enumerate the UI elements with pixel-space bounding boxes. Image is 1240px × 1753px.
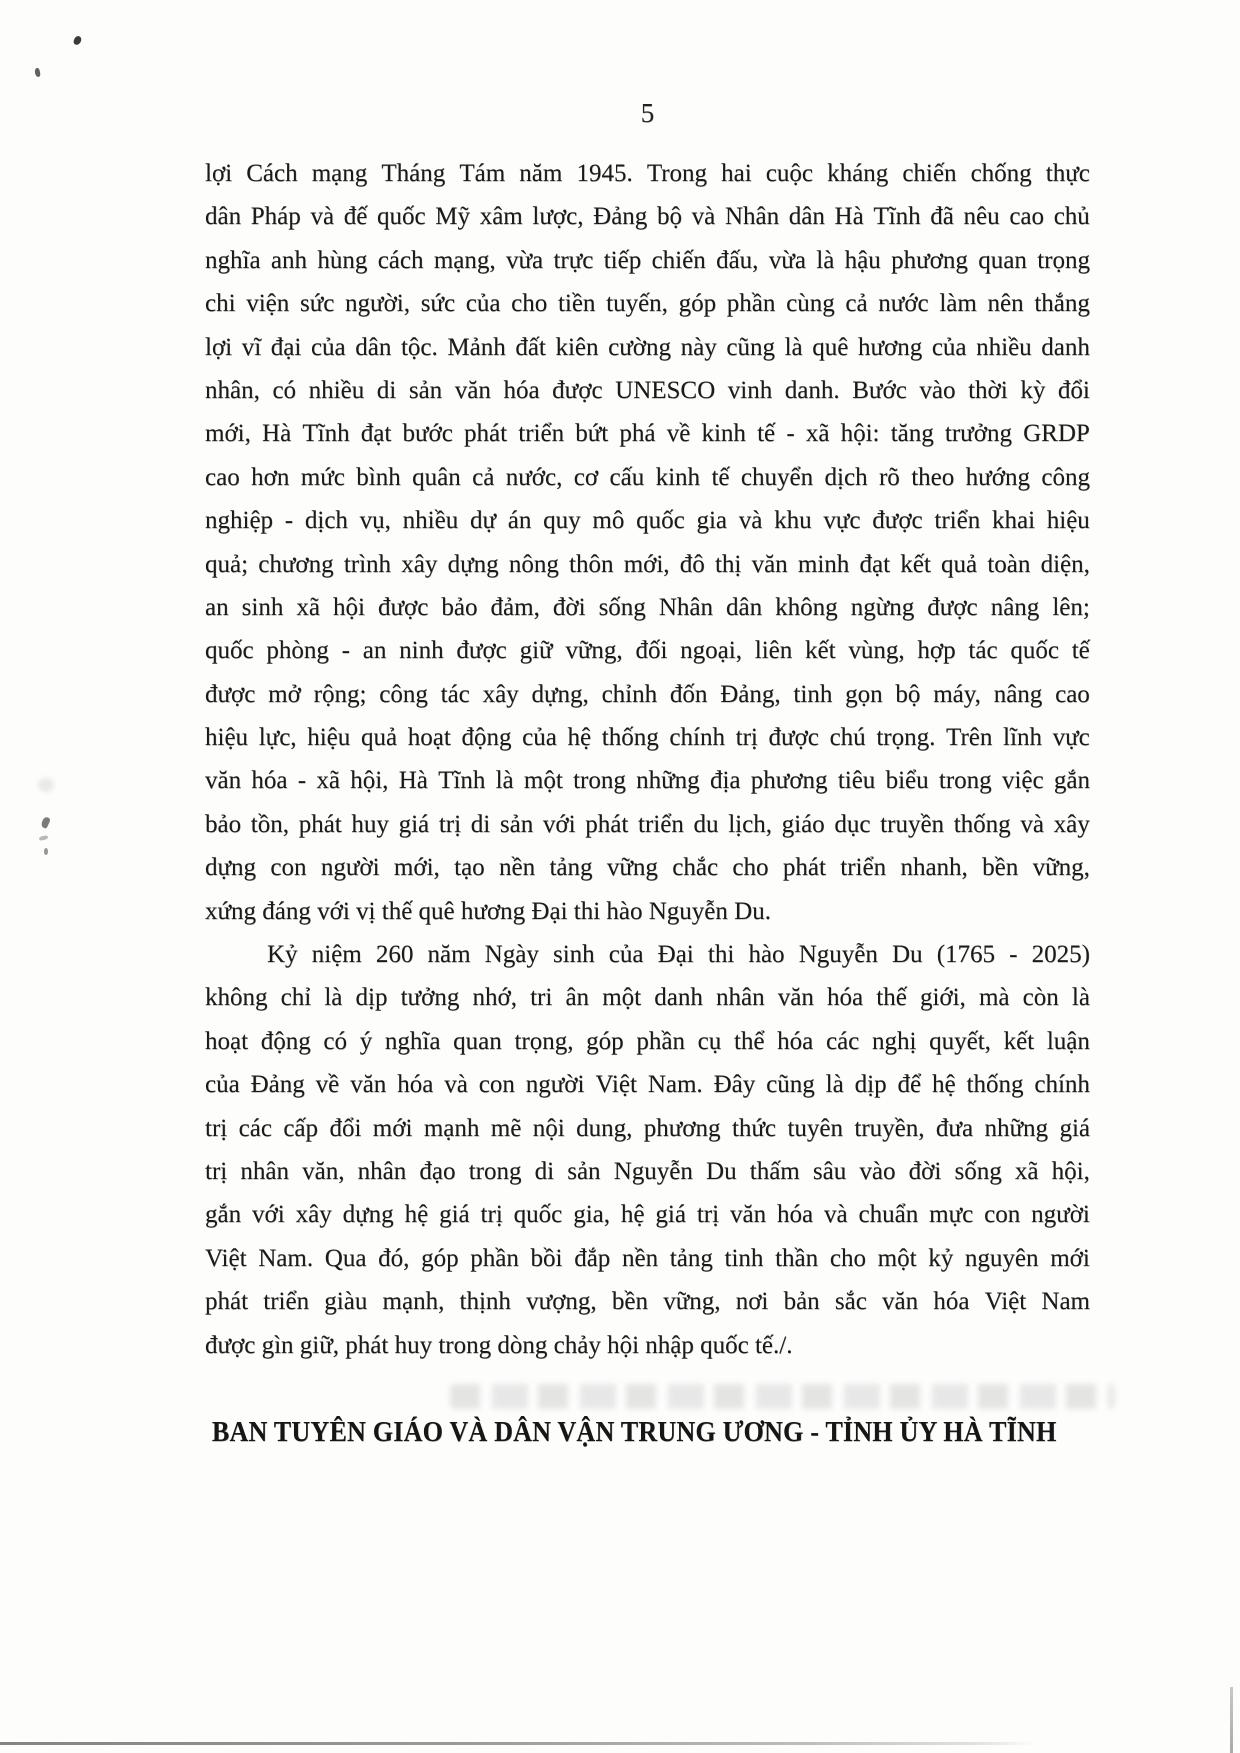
text-line: cao hơn mức bình quân cả nước, cơ cấu kinh tế chuyển dịch rõ theo hướng công [205,463,1090,491]
text-line: được mở rộng; công tác xây dựng, chỉnh đốn Đảng, tinh gọn bộ máy, nâng cao [205,680,1090,708]
text-line: trị các cấp đổi mới mạnh mẽ nội dung, phương thức tuyên truyền, đưa những giá [205,1114,1090,1142]
text-line: không chỉ là dịp tưởng nhớ, tri ân một danh nhân văn hóa thế giới, mà còn là [205,984,1090,1012]
text-line: lợi vĩ đại của dân tộc. Mảnh đất kiên cường này cũng là quê hương của nhiều danh [205,333,1090,361]
text-line: quốc phòng - an ninh được giữ vững, đối ngoại, liên kết vùng, hợp tác quốc tế [205,637,1090,665]
footer-signature [165,1416,1085,1449]
scan-edge-line-bottom [0,1742,1035,1745]
text-line: quả; chương trình xây dựng nông thôn mới, đô thị văn minh đạt kết quả toàn diện, [205,550,1090,578]
margin-mark [40,816,51,829]
text-line: an sinh xã hội được bảo đảm, đời sống Nhân dân không ngừng được nâng lên; [205,593,1090,621]
margin-mark [44,848,48,855]
text-line: văn hóa - xã hội, Hà Tĩnh là một trong những địa phương tiêu biểu trong việc gắn [205,767,1090,795]
scan-speck [73,35,82,46]
text-line: chi viện sức người, sức của cho tiền tuyến, góp phần cùng cả nước làm nên thắng [205,290,1090,318]
scan-smudge [38,778,54,792]
page-number: 5 [640,98,655,128]
text-line: trị nhân văn, nhân đạo trong di sản Nguyễn Du thấm sâu vào đời sống xã hội, [205,1157,1090,1185]
ink-bleed-through [450,1384,1115,1409]
footer-signature-text: BAN TUYÊN GIÁO VÀ DÂN VẬN TRUNG ƯƠNG - TỈNH ỦY HÀ TĨNH [211,1416,1057,1448]
text-line: gắn với xây dựng hệ giá trị quốc gia, hệ giá trị văn hóa và chuẩn mực con người [205,1201,1090,1229]
document-body-text [205,152,1090,1367]
scan-speck [34,68,41,78]
text-line: nhân, có nhiều di sản văn hóa được UNESCO vinh danh. Bước vào thời kỳ đổi [205,376,1090,404]
margin-mark [39,835,49,841]
text-line: hoạt động có ý nghĩa quan trọng, góp phần cụ thể hóa các nghị quyết, kết luận [205,1027,1090,1055]
text-line: Việt Nam. Qua đó, góp phần bồi đắp nền tảng tinh thần cho một kỷ nguyên mới [205,1244,1090,1272]
text-line: mới, Hà Tĩnh đạt bước phát triển bứt phá về kinh tế - xã hội: tăng trưởng GRDP [205,420,1090,448]
text-line: lợi Cách mạng Tháng Tám năm 1945. Trong hai cuộc kháng chiến chống thực [205,160,1090,187]
text-line: nghĩa anh hùng cách mạng, vừa trực tiếp chiến đấu, vừa là hậu phương quan trọng [205,246,1090,274]
text-line: của Đảng về văn hóa và con người Việt Nam. Đây cũng là dịp để hệ thống chính [205,1071,1090,1099]
text-line: dựng con người mới, tạo nền tảng vững chắc cho phát triển nhanh, bền vững, [205,854,1090,882]
text-line: hiệu lực, hiệu quả hoạt động của hệ thống chính trị được chú trọng. Trên lĩnh vực [205,724,1090,752]
text-line: dân Pháp và đế quốc Mỹ xâm lược, Đảng bộ và Nhân dân Hà Tĩnh đã nêu cao chủ [205,203,1090,231]
text-line: nghiệp - dịch vụ, nhiều dự án quy mô quốc gia và khu vực được triển khai hiệu [205,507,1090,535]
text-line: bảo tồn, phát huy giá trị di sản với phát triển du lịch, giáo dục truyền thống và xây [205,810,1090,838]
text-line: Kỷ niệm 260 năm Ngày sinh của Đại thi hào Nguyễn Du (1765 - 2025) [267,941,1090,969]
text-line: được gìn giữ, phát huy trong dòng chảy hội nhập quốc tế./. [205,1331,793,1359]
text-line: phát triển giàu mạnh, thịnh vượng, bền vững, nơi bản sắc văn hóa Việt Nam [205,1288,1090,1316]
text-line: xứng đáng với vị thế quê hương Đại thi hào Nguyễn Du. [205,897,771,925]
scan-edge-line-right [1230,1687,1233,1753]
